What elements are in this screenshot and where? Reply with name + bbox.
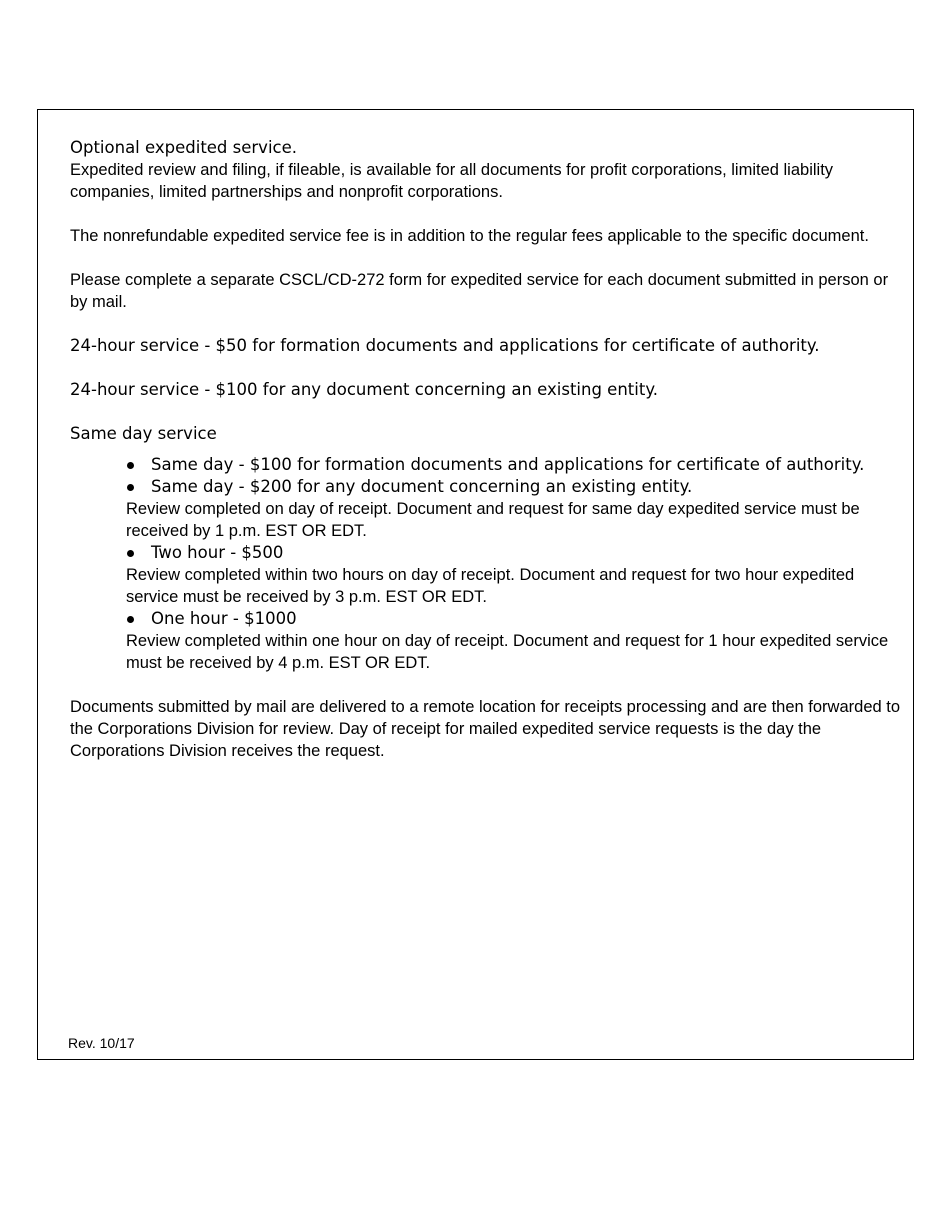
section-heading: Optional expedited service. [70,138,298,157]
bullet-icon [127,484,134,491]
list-item [126,608,900,630]
fee-note: The nonrefundable expedited service fee is in addition to the regular fees applicable to the specific document. [70,227,869,245]
same-day-note: Review completed on day of receipt. Document and request for same day expedited service must be received by 1 p.m. EST OR EDT. [126,500,860,540]
two-hour-note: Review completed within two hours on day of receipt. Document and request for two hour expedited service must be received by 3 p.m. EST OR EDT. [126,566,855,606]
one-hour-note: Review completed within one hour on day of receipt. Document and request for 1 hour expedited service must be received by 4 p.m. EST OR EDT. [126,632,889,672]
revision-label: Rev. 10/17 [68,1035,135,1051]
two-hour-service: Two hour - $500 [151,543,284,562]
service-24-formation: 24-hour service - $50 for formation documents and applications for certificate of authority. [70,336,820,355]
same-day-formation: Same day - $100 for formation documents and applications for certificate of authority. [151,455,865,474]
mail-note: Documents submitted by mail are delivered to a remote location for receipts processing and are then forwarded to the Corporations Division for review. Day of receipt for mailed expedited service requests is the day the Corporations Division receives the request. [70,698,901,760]
form-border [37,109,914,1060]
same-day-heading: Same day service [70,424,217,443]
list-item [126,454,900,476]
one-hour-service: One hour - $1000 [151,609,297,628]
list-item [126,542,900,564]
document-body [70,137,900,762]
bullet-icon [127,462,134,469]
service-24-existing: 24-hour service - $100 for any document concerning an existing entity. [70,380,658,399]
bullet-icon [127,550,134,557]
list-item [126,476,900,498]
form-note: Please complete a separate CSCL/CD-272 form for expedited service for each document submitted in person or by mail. [70,271,889,311]
same-day-list [126,454,900,674]
bullet-icon [127,616,134,623]
intro-paragraph: Expedited review and filing, if fileable, is available for all documents for profit corporations, limited liability companies, limited partnerships and nonprofit corporations. [70,161,834,201]
same-day-existing: Same day - $200 for any document concerning an existing entity. [151,477,693,496]
